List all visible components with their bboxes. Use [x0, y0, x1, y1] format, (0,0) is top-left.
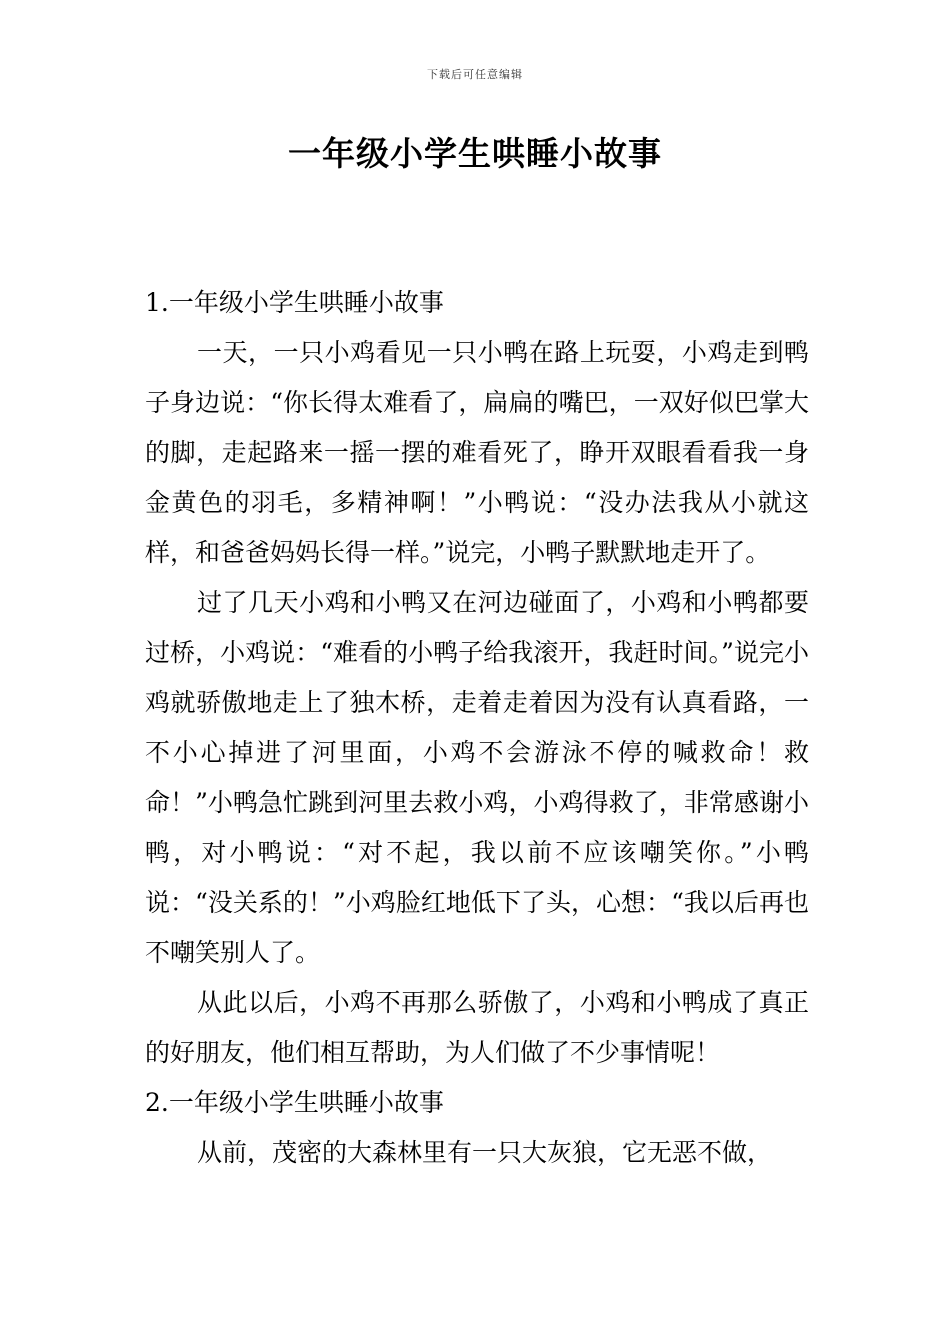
header-note: 下载后可任意编辑	[427, 68, 523, 81]
paragraph-1: 一天，一只小鸡看见一只小鸭在路上玩耍，小鸡走到鸭子身边说：“你长得太难看了，扁扁的嘴巴，一双好似巴掌大的脚，走起路来一摇一摆的难看死了，睁开双眼看看我一身金黄色的羽毛，多精神啊！”小鸭说：“没办法我从小就这样，和爸爸妈妈长得一样。”说完，小鸭子默默地走开了。	[145, 338, 809, 567]
section-heading-2: 2.一年级小学生哄睡小故事	[145, 1088, 444, 1117]
paragraph-4: 从前，茂密的大森林里有一只大灰狼，它无恶不做，	[197, 1138, 773, 1167]
document-title: 一年级小学生哄睡小故事	[288, 134, 662, 173]
document-body	[145, 278, 809, 1178]
paragraph-3: 从此以后，小鸡不再那么骄傲了，小鸡和小鸭成了真正的好朋友，他们相互帮助，为人们做了不少事情呢！	[145, 988, 809, 1067]
paragraph-2: 过了几天小鸡和小鸭又在河边碰面了，小鸡和小鸭都要过桥，小鸡说：“难看的小鸭子给我滚开，我赶时间。”说完小鸡就骄傲地走上了独木桥，走着走着因为没有认真看路，一不小心掉进了河里面，小鸡不会游泳不停的喊救命！救命！”小鸭急忙跳到河里去救小鸡，小鸡得救了，非常感谢小鸭，对小鸭说：“对不起，我以前不应该嘲笑你。”小鸭说：“没关系的！”小鸡脸红地低下了头，心想：“我以后再也不嘲笑别人了。	[145, 588, 809, 967]
section-heading-1: 1.一年级小学生哄睡小故事	[145, 288, 444, 317]
